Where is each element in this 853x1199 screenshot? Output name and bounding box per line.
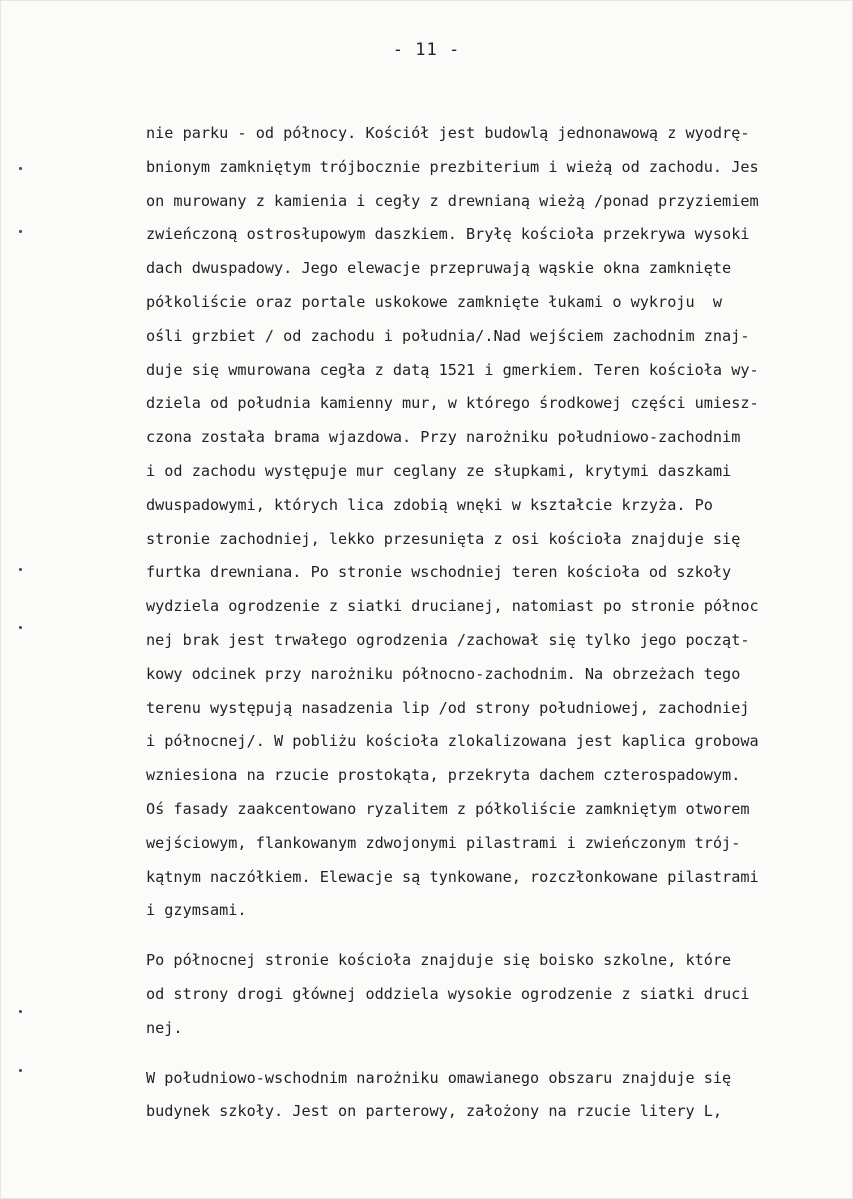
paragraph-gap <box>146 1046 846 1062</box>
text-line: dwuspadowymi, których lica zdobią wnęki w kształcie krzyża. Po <box>146 495 713 514</box>
text-line: kowy odcinek przy narożniku północno-zachodnim. Na obrzeżach tego <box>146 664 741 683</box>
margin-mark <box>19 568 22 571</box>
text-line: duje się wmurowana cegła z datą 1521 i gmerkiem. Teren kościoła wy- <box>146 360 759 379</box>
margin-mark <box>19 1069 22 1072</box>
paragraph-gap <box>146 928 846 944</box>
text-line: Po północnej stronie kościoła znajduje się boisko szkolne, które <box>146 951 732 970</box>
text-line: zwieńczoną ostrosłupowym daszkiem. Bryłę kościoła przekrywa wysoki <box>146 225 750 244</box>
paragraph-school-building <box>146 1062 846 1130</box>
page-number: - 11 - <box>392 40 461 60</box>
text-line: i od zachodu występuje mur ceglany ze słupkami, krytymi daszkami <box>146 461 732 480</box>
margin-mark <box>19 1010 22 1013</box>
paragraph-church <box>146 117 846 928</box>
text-line: budynek szkoły. Jest on parterowy, założony na rzucie litery L, <box>146 1102 723 1121</box>
text-line: czona została brama wjazdowa. Przy narożniku południowo-zachodnim <box>146 428 741 447</box>
text-line: kątnym naczółkiem. Elewacje są tynkowane, rozczłonkowane pilastrami <box>146 867 759 886</box>
text-line: stronie zachodniej, lekko przesunięta z osi kościoła znajduje się <box>146 529 741 548</box>
text-line: nie parku - od północy. Kościół jest budowlą jednonawową z wyodrę- <box>146 124 750 142</box>
text-line: bnionym zamkniętym trójbocznie prezbiterium i wieżą od zachodu. Jes <box>146 157 759 176</box>
body-text <box>146 117 846 1129</box>
text-line: furtka drewniana. Po stronie wschodniej teren kościoła od szkoły <box>146 563 732 582</box>
text-line: od strony drogi głównej oddziela wysokie ogrodzenie z siatki druci <box>146 984 750 1003</box>
text-line: terenu występują nasadzenia lip /od strony południowej, zachodniej <box>146 698 750 717</box>
text-line: nej. <box>146 1018 183 1037</box>
text-line: dziela od południa kamienny mur, w którego środkowej części umiesz- <box>146 394 759 413</box>
text-line: wydziela ogrodzenie z siatki drucianej, natomiast po stronie północ <box>146 597 759 616</box>
margin-mark <box>19 230 22 233</box>
text-line: i północnej/. W pobliżu kościoła zlokalizowana jest kaplica grobowa <box>146 732 759 751</box>
text-line: Oś fasady zaakcentowano ryzalitem z półkoliście zamkniętym otworem <box>146 799 750 818</box>
text-line: dach dwuspadowy. Jego elewacje przepruwają wąskie okna zamknięte <box>146 259 732 278</box>
text-line: nej brak jest trwałego ogrodzenia /zachował się tylko jego począt- <box>146 630 750 649</box>
text-line: i gzymsami. <box>146 901 247 920</box>
margin-mark <box>19 626 22 629</box>
text-line: on murowany z kamienia i cegły z drewnianą wieżą /ponad przyziemiem <box>146 191 759 210</box>
text-line: W południowo-wschodnim narożniku omawianego obszaru znajduje się <box>146 1068 732 1087</box>
text-line: wzniesiona na rzucie prostokąta, przekryta dachem czterospadowym. <box>146 766 741 785</box>
text-line: wejściowym, flankowanym zdwojonymi pilastrami i zwieńczonym trój- <box>146 833 741 852</box>
margin-mark <box>19 167 22 170</box>
text-line: ośli grzbiet / od zachodu i południa/.Nad wejściem zachodnim znaj- <box>146 326 750 345</box>
paragraph-sports-field <box>146 944 846 1045</box>
text-line: półkoliście oraz portale uskokowe zamknięte łukami o wykroju w <box>146 292 723 311</box>
